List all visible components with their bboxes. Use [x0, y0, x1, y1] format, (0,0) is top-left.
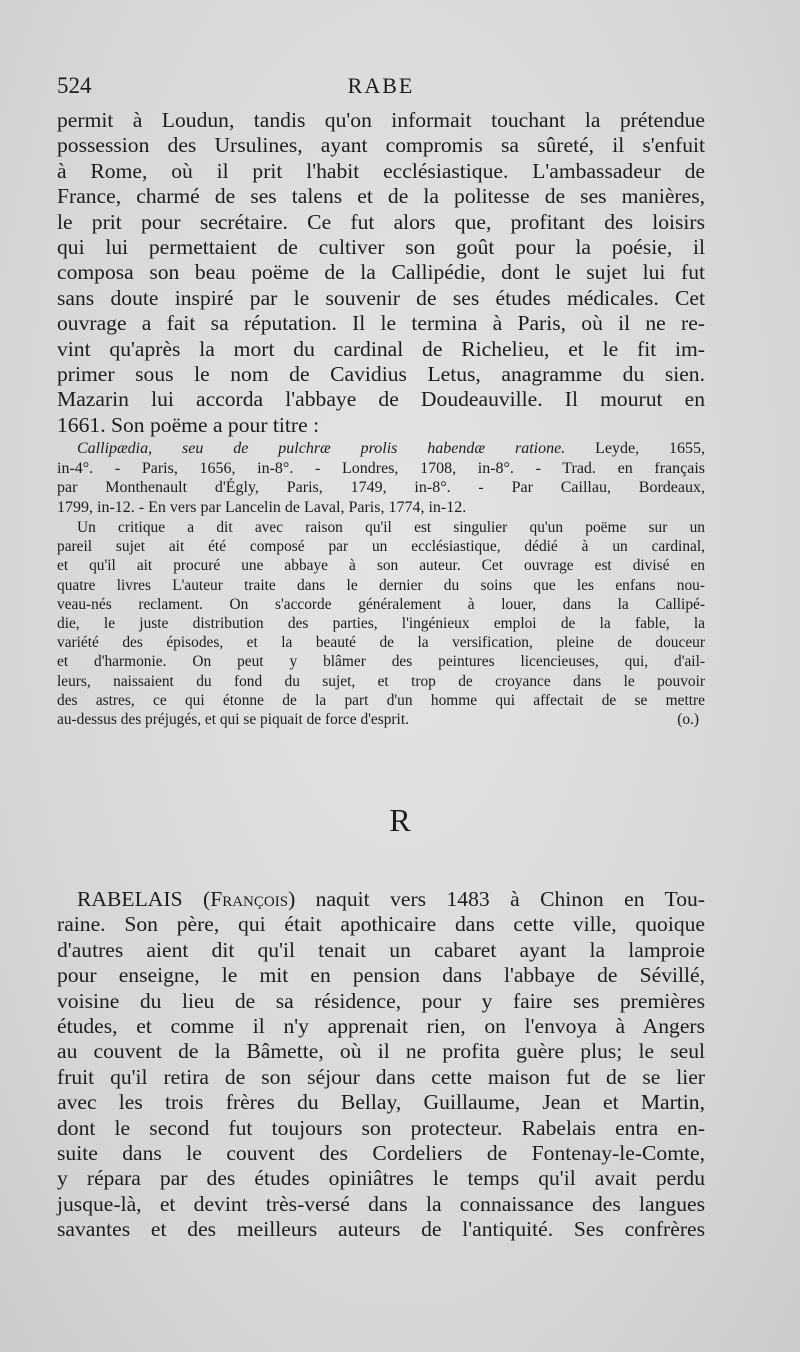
critique-line: et qu'il ait procuré une abbaye à son auteur. Cet ouvrage est divisé en — [57, 557, 705, 575]
text-line: raine. Son père, qui était apothicaire dans cette ville, quoique — [57, 912, 705, 937]
text-line: permit à Loudun, tandis qu'on informait touchant la prétendue — [57, 108, 705, 132]
text-line: savantes et des meilleurs auteurs de l'antiquité. Ses confrères — [57, 1217, 705, 1242]
page-header — [57, 73, 705, 103]
text-line: le prit pour secrétaire. Ce fut alors que, profitant des loisirs — [57, 209, 705, 234]
text-line: jusque-là, et devint très-versé dans la connaissance des langues — [57, 1191, 705, 1216]
text-line: Mazarin lui accorda l'abbaye de Doudeauville. Il mourut en — [57, 387, 705, 412]
critique-line: et d'harmonie. On peut y blâmer des peintures licencieuses, qui, d'ail- — [57, 653, 705, 671]
rabelais-first-line: RABELAIS (François) naquit vers 1483 à Chinon en Tou- — [77, 887, 706, 911]
text-line: dont le second fut toujours son protecteur. Rabelais entra en- — [57, 1115, 705, 1140]
page-number: 524 — [57, 73, 92, 98]
critique-line: des astres, ce qui étonne de la part d'un homme qui affectait de se mettre — [57, 691, 705, 709]
entry-first-name: François — [210, 887, 289, 911]
text-line: au couvent de la Bâmette, où il ne profita guère plus; le seul — [57, 1039, 705, 1064]
critique-line: au-dessus des préjugés, et qui se piquait de force d'esprit. — [57, 710, 409, 728]
text-line: à Rome, où il prit l'habit ecclésiastique. L'ambassadeur de — [57, 158, 705, 183]
critique-line: Un critique a dit avec raison qu'il est singulier qu'un poëme sur un — [77, 519, 705, 536]
citation-first-line — [57, 439, 705, 459]
text-line: voisine du lieu de sa résidence, pour y faire ses premières — [57, 988, 705, 1013]
entry-name: RABELAIS — [77, 887, 183, 911]
citation-title: Callipædia, seu de pulchræ prolis habendæ ratione. — [77, 440, 566, 457]
text-line: France, charmé de ses talens et de la politesse de ses manières, — [57, 184, 705, 209]
bibliographic-citation — [57, 439, 705, 517]
critique-line: variété des épisodes, et la beauté de la versification, pleine de douceur — [57, 634, 705, 652]
text-line: d'autres aient dit qu'il tenait un cabaret ayant la lamproie — [57, 937, 705, 962]
critique-line: leurs, naissaient du fond du sujet, et trop de croyance dans le pouvoir — [57, 672, 705, 690]
text-line: primer sous le nom de Cavidius Letus, anagramme du sien. — [57, 361, 705, 386]
critique-paragraph — [57, 518, 705, 729]
citation-edition: Leyde, 1655, — [565, 440, 705, 457]
text-line: possession des Ursulines, ayant compromis sa sûreté, il s'enfuit — [57, 133, 705, 158]
rabe-article — [57, 108, 705, 438]
rabelais-article — [57, 887, 705, 1242]
text-line: suite dans le couvent des Cordeliers de Fontenay-le-Comte, — [57, 1140, 705, 1165]
text-line: fruit qu'il retira de son séjour dans cette maison fut de se lier — [57, 1064, 705, 1089]
citation-line: 1799, in-12. - En vers par Lancelin de Laval, Paris, 1774, in-12. — [57, 498, 467, 516]
text-line: ouvrage a fait sa réputation. Il le termina à Paris, où il ne re- — [57, 311, 705, 336]
critique-line: die, le juste distribution des parties, l'ingénieux emploi de la fable, la — [57, 614, 705, 632]
critique-line: quatre livres L'auteur traite dans le dernier du soins que les enfans nou- — [57, 576, 705, 594]
text-line: composa son beau poëme de la Callipédie, dont le sujet lui fut — [57, 260, 705, 285]
citation-line: par Monthenault d'Égly, Paris, 1749, in-8°. - Par Caillau, Bordeaux, — [57, 479, 705, 496]
citation-line: in-4°. - Paris, 1656, in-8°. - Londres, 1708, in-8°. - Trad. en français — [57, 459, 705, 477]
text-line: pour enseigne, le mit en pension dans l'abbaye de Sévillé, — [57, 963, 705, 988]
text-line: qui lui permettaient de cultiver son goût pour la poésie, il — [57, 234, 705, 259]
text-line: avec les trois frères du Bellay, Guillaume, Jean et Martin, — [57, 1090, 705, 1115]
text-line: 1661. Son poëme a pour titre : — [57, 412, 320, 437]
author-signature: (o.) — [677, 710, 699, 728]
critique-last-line — [57, 710, 705, 729]
text-line: y répara par des études opiniâtres le temps qu'il avait perdu — [57, 1166, 705, 1191]
text-line: études, et comme il n'y apprenait rien, on l'envoya à Angers — [57, 1013, 705, 1038]
text-line: sans doute inspiré par le souvenir de ses études médicales. Cet — [57, 285, 705, 310]
section-letter-heading: R — [389, 802, 411, 838]
critique-line: veau-nés reclament. On s'accorde généralement à louer, dans la Callipé- — [57, 595, 705, 613]
running-head: RABE — [347, 73, 415, 98]
entry-first-line-rest: ) naquit vers 1483 à Chinon en Tou- — [288, 887, 706, 911]
text-line: vint qu'après la mort du cardinal de Richelieu, et le fit im- — [57, 336, 705, 361]
critique-line: pareil sujet ait été composé par un ecclésiastique, dédié à un cardinal, — [57, 538, 705, 556]
